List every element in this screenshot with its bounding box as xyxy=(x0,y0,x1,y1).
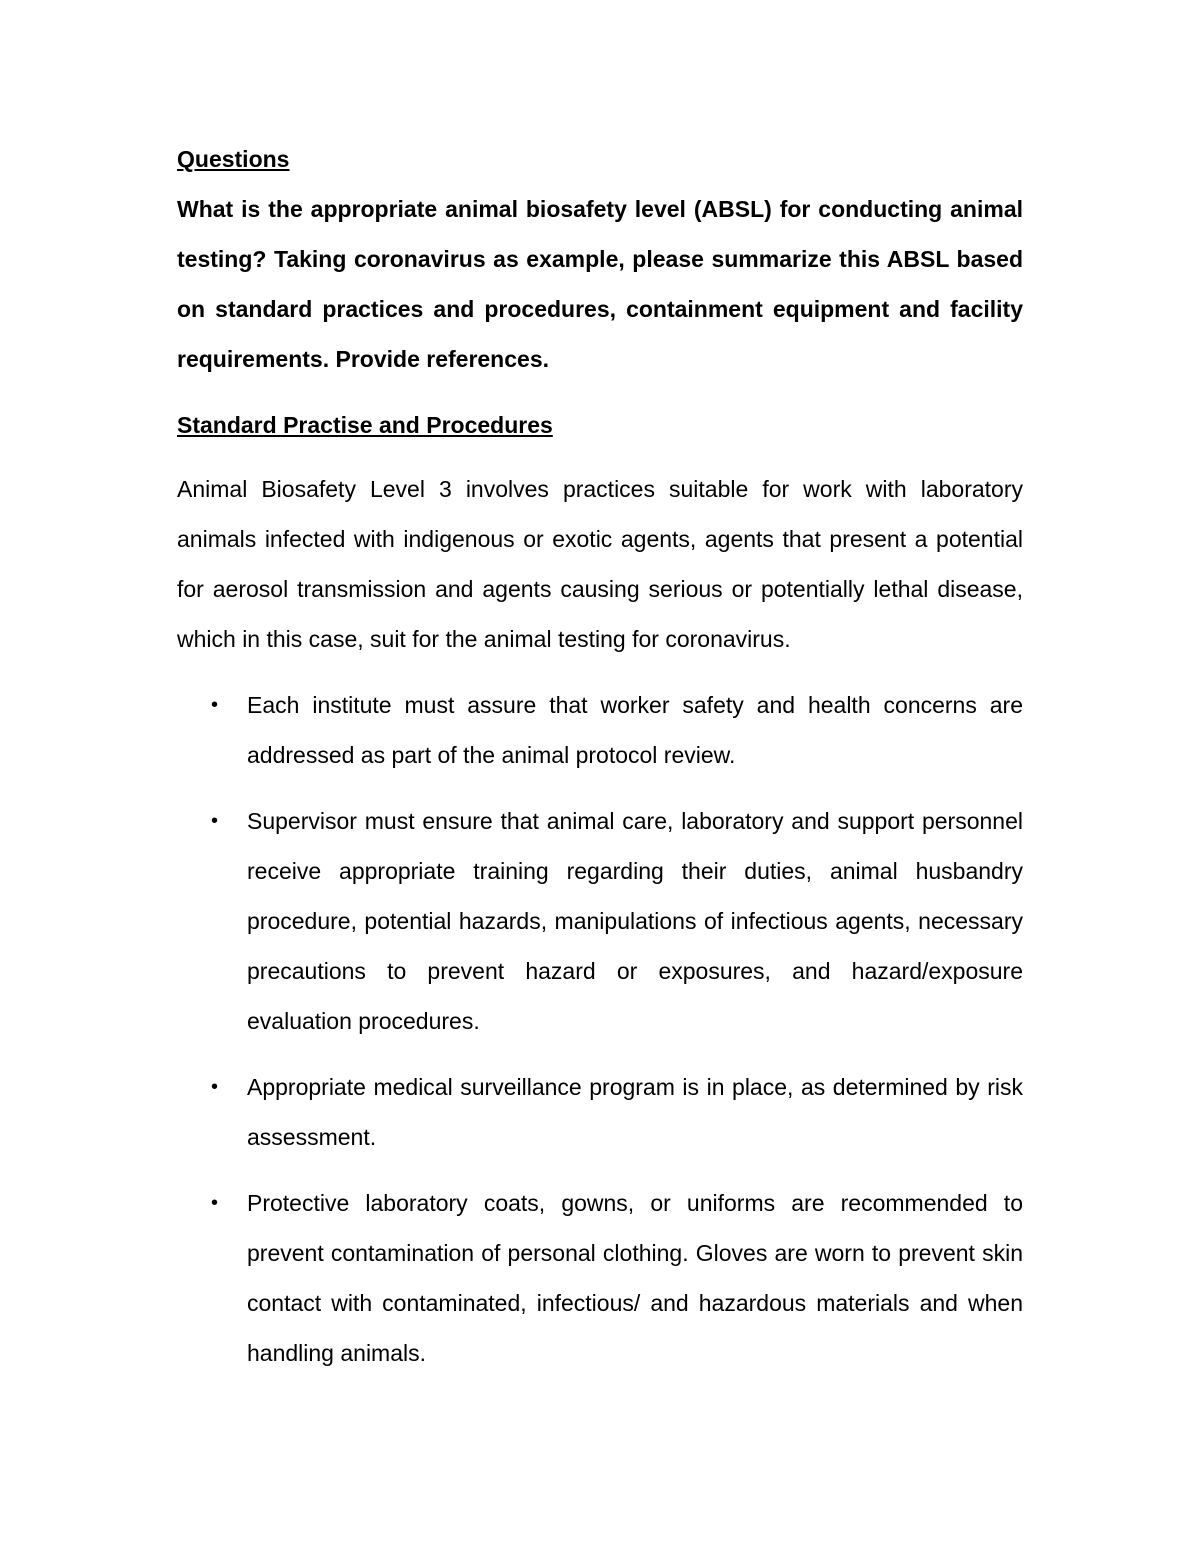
bullet-item xyxy=(177,1062,1023,1162)
bullet-dot-icon: • xyxy=(211,1076,219,1098)
section-heading: Standard Practise and Procedures xyxy=(177,412,553,438)
bullet-list xyxy=(177,680,1023,1378)
bullet-text: Each institute must assure that worker safety and health concerns are addressed as part of the animal protocol review. xyxy=(247,692,1023,768)
bullet-item xyxy=(177,680,1023,780)
bullet-text: Protective laboratory coats, gowns, or uniforms are recommended to prevent contamination of personal clothing. Gloves are worn to prevent skin contact with contaminated, infectious/ and hazardous materials and when handling animals. xyxy=(247,1190,1023,1366)
bullet-item xyxy=(177,1178,1023,1378)
questions-heading: Questions xyxy=(177,146,290,172)
question-text: What is the appropriate animal biosafety level (ABSL) for conducting animal testing? Taking coronavirus as example, please summarize this ABSL based on standard practices and procedures, containment equipment and facility requirements. Provide references. xyxy=(177,196,1023,372)
bullet-dot-icon: • xyxy=(211,1192,219,1214)
bullet-dot-icon: • xyxy=(211,694,219,716)
bullet-item xyxy=(177,796,1023,1046)
bullet-text: Supervisor must ensure that animal care, laboratory and support personnel receive appropriate training regarding their duties, animal husbandry procedure, potential hazards, manipulations of infectious agents, necessary precautions to prevent hazard or exposures, and hazard/exposure evaluation procedures. xyxy=(247,808,1023,1034)
intro-paragraph: Animal Biosafety Level 3 involves practices suitable for work with laboratory animals infected with indigenous or exotic agents, agents that present a potential for aerosol transmission and agents causing serious or potentially lethal disease, which in this case, suit for the animal testing for coronavirus. xyxy=(177,476,1023,652)
bullet-text: Appropriate medical surveillance program is in place, as determined by risk assessment. xyxy=(247,1074,1023,1150)
bullet-dot-icon: • xyxy=(211,810,219,832)
document-content xyxy=(177,140,1023,1394)
